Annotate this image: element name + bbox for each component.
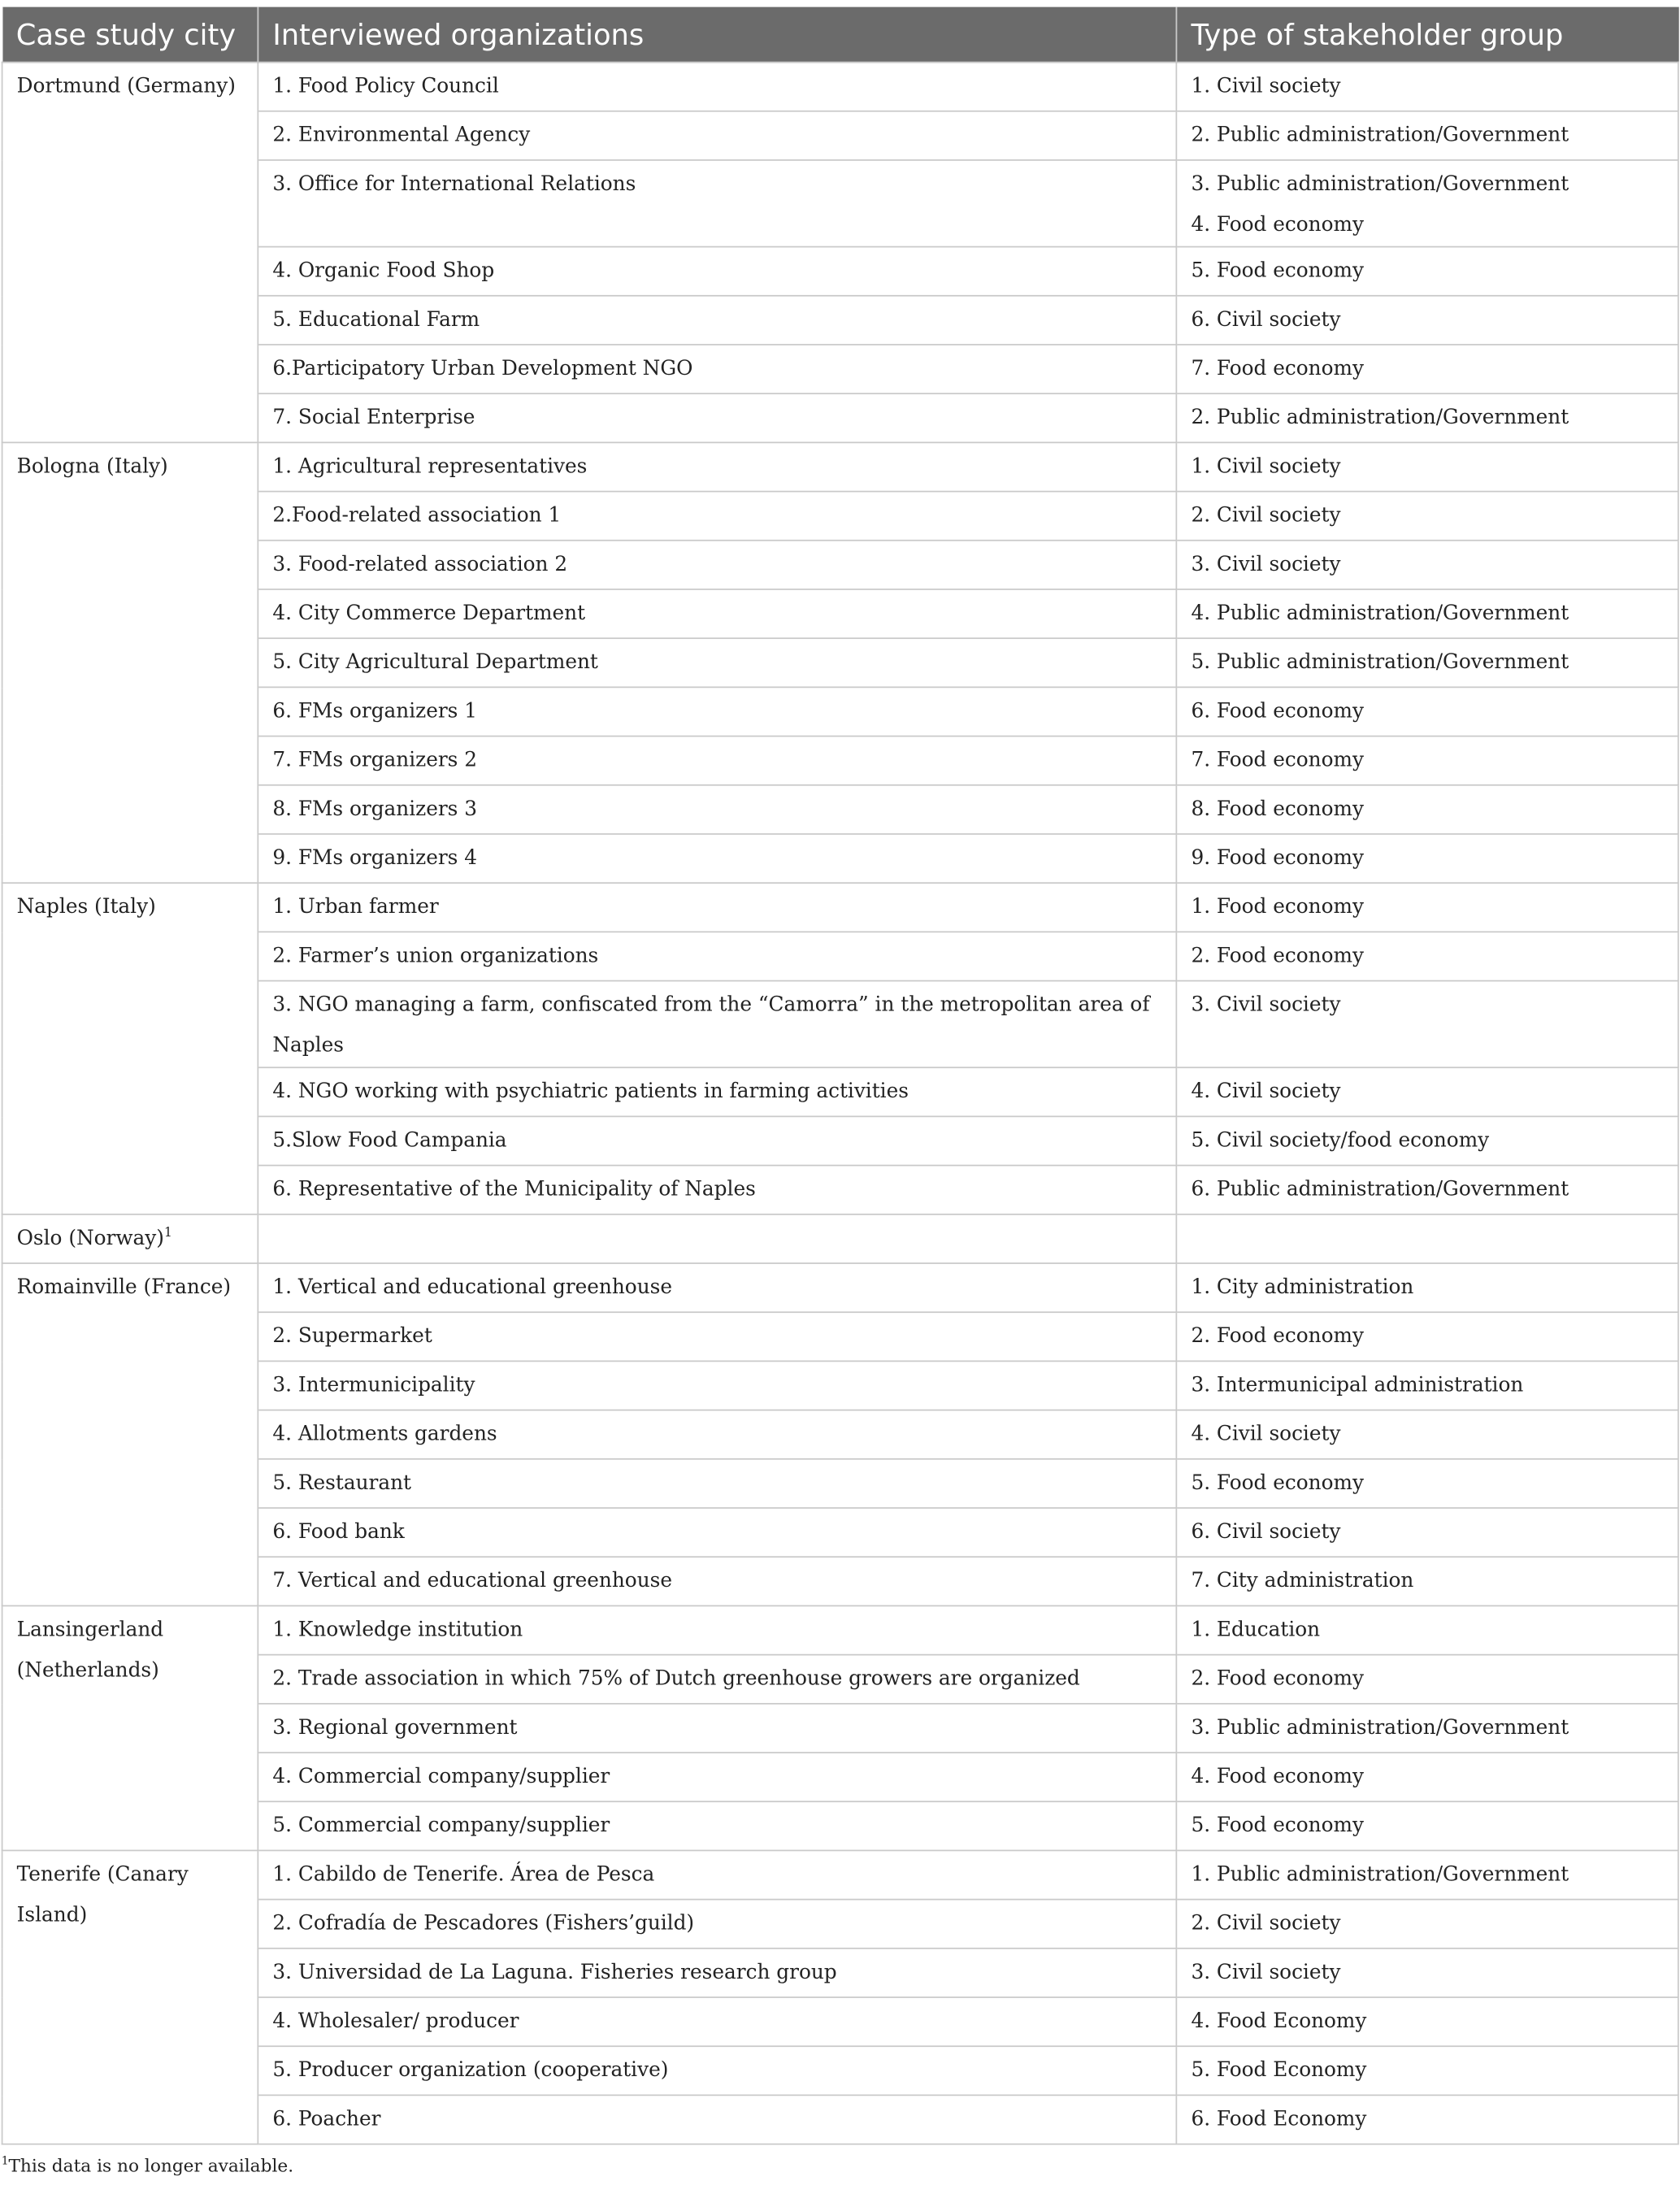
organization-cell: 4. NGO working with psychiatric patients in farming activities (258, 1067, 1176, 1116)
case-study-city-cell (2, 63, 258, 443)
stakeholder-type-cell (1176, 1361, 1678, 1410)
stakeholder-type: 3. Public administration/Government (1191, 173, 1569, 196)
organization-cell: 6. Food bank (258, 1508, 1176, 1557)
stakeholder-type: 5. Food economy (1191, 1472, 1364, 1495)
organization-cell: 5. Restaurant (258, 1459, 1176, 1508)
stakeholder-type-cell (1176, 2095, 1678, 2144)
organization-cell: 7. Social Enterprise (258, 393, 1176, 442)
stakeholder-type-cell (1176, 1753, 1678, 1801)
stakeholder-type: 2. Food economy (1191, 1667, 1364, 1691)
stakeholder-type: 4. Civil society (1191, 1423, 1341, 1446)
organization-cell: 4. City Commerce Department (258, 589, 1176, 638)
stakeholder-type: 3. Civil society (1191, 1962, 1341, 1984)
stakeholder-type: 2. Civil society (1191, 504, 1341, 528)
stakeholder-type: 3. Intermunicipal administration (1191, 1374, 1524, 1397)
stakeholder-type: 3. Civil society (1191, 993, 1341, 1017)
stakeholder-type-cell (1176, 1067, 1678, 1116)
organization-cell: 7. Vertical and educational greenhouse (258, 1557, 1176, 1605)
stakeholder-type: 7. City administration (1191, 1570, 1414, 1593)
stakeholder-type: 5. Public administration/Government (1191, 651, 1569, 675)
city-name: Romainville (France) (16, 1276, 232, 1299)
organization-cell: 4. Commercial company/supplier (258, 1753, 1176, 1801)
organization-cell: 5.Slow Food Campania (258, 1116, 1176, 1165)
organization-cell: 9. FMs organizers 4 (258, 834, 1176, 883)
stakeholder-type: 2. Public administration/Government (1191, 406, 1569, 430)
stakeholder-type-cell (1176, 247, 1678, 296)
stakeholder-type: 2. Civil society (1191, 1912, 1341, 1935)
stakeholder-type: 6. Civil society (1191, 1521, 1341, 1544)
organization-cell: 8. FMs organizers 3 (258, 785, 1176, 834)
stakeholder-type-cell (1176, 932, 1678, 980)
header-stakeholder-type: Type of stakeholder group (1176, 7, 1678, 63)
organization-cell: 3. Food-related association 2 (258, 541, 1176, 589)
stakeholder-type-cell (1176, 492, 1678, 541)
stakeholder-type-cell (1176, 296, 1678, 345)
stakeholder-type-cell (1176, 1605, 1678, 1654)
organization-cell: 2. Farmer’s union organizations (258, 932, 1176, 980)
organization-cell: 6. Poacher (258, 2095, 1176, 2144)
organization-cell: 4. Wholesaler/ producer (258, 1997, 1176, 2046)
organization-cell: 6. FMs organizers 1 (258, 687, 1176, 736)
city-name: Bologna (Italy) (16, 455, 168, 479)
header-interviewed-organizations: Interviewed organizations (258, 7, 1176, 63)
table-header (2, 7, 1678, 63)
organization-cell: 3. Office for International Relations (258, 160, 1176, 247)
stakeholder-type: 4. Public administration/Government (1191, 602, 1569, 625)
city-name: Tenerife (Canary Island) (16, 1863, 189, 1927)
case-study-city-cell (2, 1263, 258, 1605)
stakeholder-type-cell (1176, 1459, 1678, 1508)
organization-cell: 1. Agricultural representatives (258, 442, 1176, 491)
table-row (2, 883, 1678, 932)
table-row (2, 1850, 1678, 1899)
organization-cell (258, 1214, 1176, 1263)
stakeholder-type: 5. Food economy (1191, 259, 1364, 283)
header-case-study-city: Case study city (2, 7, 258, 63)
stakeholder-type: 2. Food economy (1191, 1325, 1364, 1349)
stakeholder-type: 4. Food economy (1191, 1766, 1364, 1788)
stakeholder-type: 9. Food economy (1191, 847, 1364, 870)
stakeholder-type-cell (1176, 111, 1678, 160)
stakeholder-type: 5. Food Economy (1191, 2059, 1367, 2083)
stakeholder-type-cell (1176, 883, 1678, 932)
stakeholder-type: 1. Education (1191, 1618, 1321, 1642)
stakeholder-type-cell (1176, 1949, 1678, 1997)
stakeholder-type: 3. Public administration/Government (1191, 1717, 1569, 1740)
stakeholder-type-cell (1176, 1900, 1678, 1949)
stakeholder-type: 1. Civil society (1191, 75, 1341, 98)
case-study-city-cell (2, 1214, 258, 1263)
stakeholder-type: 4. Food economy (1191, 214, 1364, 237)
footnote-text: This data is no longer available. (8, 2154, 294, 2176)
stakeholder-type-cell (1176, 2046, 1678, 2095)
table-row (2, 1263, 1678, 1312)
city-footnote-mark: 1 (163, 1226, 172, 1240)
stakeholder-type-cell (1176, 541, 1678, 589)
organization-cell: 5. Commercial company/supplier (258, 1801, 1176, 1850)
city-name: Oslo (Norway) (16, 1227, 164, 1250)
stakeholder-type: 4. Civil society (1191, 1080, 1341, 1104)
organization-cell: 1. Cabildo de Tenerife. Área de Pesca (258, 1850, 1176, 1899)
stakeholder-type: 7. Food economy (1191, 358, 1364, 380)
city-name: Dortmund (Germany) (16, 75, 236, 98)
organization-cell: 5. City Agricultural Department (258, 638, 1176, 687)
stakeholder-type: 1. Food economy (1191, 896, 1364, 919)
stakeholder-type-cell (1176, 345, 1678, 393)
stakeholder-type-cell (1176, 393, 1678, 442)
stakeholder-type-cell (1176, 442, 1678, 491)
stakeholder-type: 2. Food economy (1191, 945, 1364, 968)
stakeholder-type-cell (1176, 1801, 1678, 1850)
stakeholder-type-cell (1176, 785, 1678, 834)
organization-cell: 5. Educational Farm (258, 296, 1176, 345)
organization-cell: 1. Vertical and educational greenhouse (258, 1263, 1176, 1312)
organization-cell: 3. Regional government (258, 1704, 1176, 1753)
organization-cell: 3. Intermunicipality (258, 1361, 1176, 1410)
stakeholder-type: 1. Public administration/Government (1191, 1863, 1569, 1887)
stakeholder-type-cell (1176, 160, 1678, 247)
stakeholder-type-cell (1176, 1214, 1678, 1263)
organization-cell: 1. Knowledge institution (258, 1605, 1176, 1654)
table-row (2, 1605, 1678, 1654)
stakeholder-type-cell (1176, 736, 1678, 785)
organization-cell: 2. Environmental Agency (258, 111, 1176, 160)
stakeholder-type: 1. Civil society (1191, 455, 1341, 479)
organization-cell: 2.Food-related association 1 (258, 492, 1176, 541)
case-study-city-cell (2, 1605, 258, 1850)
stakeholder-type: 5. Civil society/food economy (1191, 1129, 1490, 1153)
stakeholder-type-cell (1176, 1312, 1678, 1361)
table-row (2, 1214, 1678, 1263)
organization-cell: 6.Participatory Urban Development NGO (258, 345, 1176, 393)
stakeholder-type-cell (1176, 1263, 1678, 1312)
stakeholder-type: 6. Public administration/Government (1191, 1178, 1569, 1201)
case-study-city-cell (2, 883, 258, 1214)
stakeholder-type: 6. Food economy (1191, 700, 1364, 723)
stakeholder-type-cell (1176, 638, 1678, 687)
stakeholder-type: 3. Civil society (1191, 554, 1341, 576)
city-name: Lansingerland (Netherlands) (16, 1618, 164, 1683)
stakeholder-type: 6. Food Economy (1191, 2108, 1367, 2131)
stakeholder-type-cell (1176, 687, 1678, 736)
organization-cell: 3. Universidad de La Laguna. Fisheries research group (258, 1949, 1176, 1997)
organization-cell: 5. Producer organization (cooperative) (258, 2046, 1176, 2095)
stakeholder-type-cell (1176, 1508, 1678, 1557)
stakeholder-type-cell (1176, 1997, 1678, 2046)
stakeholder-type: 8. Food economy (1191, 798, 1364, 821)
footnote (2, 2155, 293, 2176)
stakeholder-type-cell (1176, 1166, 1678, 1214)
stakeholder-type: 4. Food Economy (1191, 2010, 1367, 2033)
case-study-city-cell (2, 1850, 258, 2144)
stakeholder-type-cell (1176, 981, 1678, 1068)
stakeholder-type-cell (1176, 1655, 1678, 1704)
table-body (2, 63, 1678, 2144)
stakeholder-type-cell (1176, 1704, 1678, 1753)
case-study-city-cell (2, 442, 258, 883)
stakeholder-type-cell (1176, 1557, 1678, 1605)
stakeholder-type-cell (1176, 1850, 1678, 1899)
organization-cell: 1. Food Policy Council (258, 63, 1176, 111)
stakeholder-type-cell (1176, 63, 1678, 111)
stakeholder-type-cell (1176, 834, 1678, 883)
stakeholder-type: 7. Food economy (1191, 749, 1364, 772)
organization-cell: 4. Organic Food Shop (258, 247, 1176, 296)
stakeholder-type-cell (1176, 589, 1678, 638)
organization-cell: 3. NGO managing a farm, confiscated from the “Camorra” in the metropolitan area of Naples (258, 981, 1176, 1068)
organization-cell: 2. Cofradía de Pescadores (Fishers’guild) (258, 1900, 1176, 1949)
header-row (2, 7, 1678, 63)
organization-cell: 2. Trade association in which 75% of Dutch greenhouse growers are organized (258, 1655, 1176, 1704)
stakeholder-type: 5. Food economy (1191, 1814, 1364, 1838)
footnote-mark: 1 (1, 2154, 9, 2167)
city-name: Naples (Italy) (16, 896, 156, 919)
organization-cell: 4. Allotments gardens (258, 1410, 1176, 1459)
organization-cell: 2. Supermarket (258, 1312, 1176, 1361)
organization-cell: 6. Representative of the Municipality of Naples (258, 1166, 1176, 1214)
organization-cell: 1. Urban farmer (258, 883, 1176, 932)
stakeholder-type-cell (1176, 1410, 1678, 1459)
stakeholder-type-cell (1176, 1116, 1678, 1165)
stakeholder-type: 2. Public administration/Government (1191, 124, 1569, 147)
table-row (2, 442, 1678, 491)
table-row (2, 63, 1678, 111)
stakeholder-table (2, 7, 1679, 2145)
stakeholder-type: 1. City administration (1191, 1276, 1414, 1299)
stakeholder-type: 6. Civil society (1191, 309, 1341, 332)
organization-cell: 7. FMs organizers 2 (258, 736, 1176, 785)
